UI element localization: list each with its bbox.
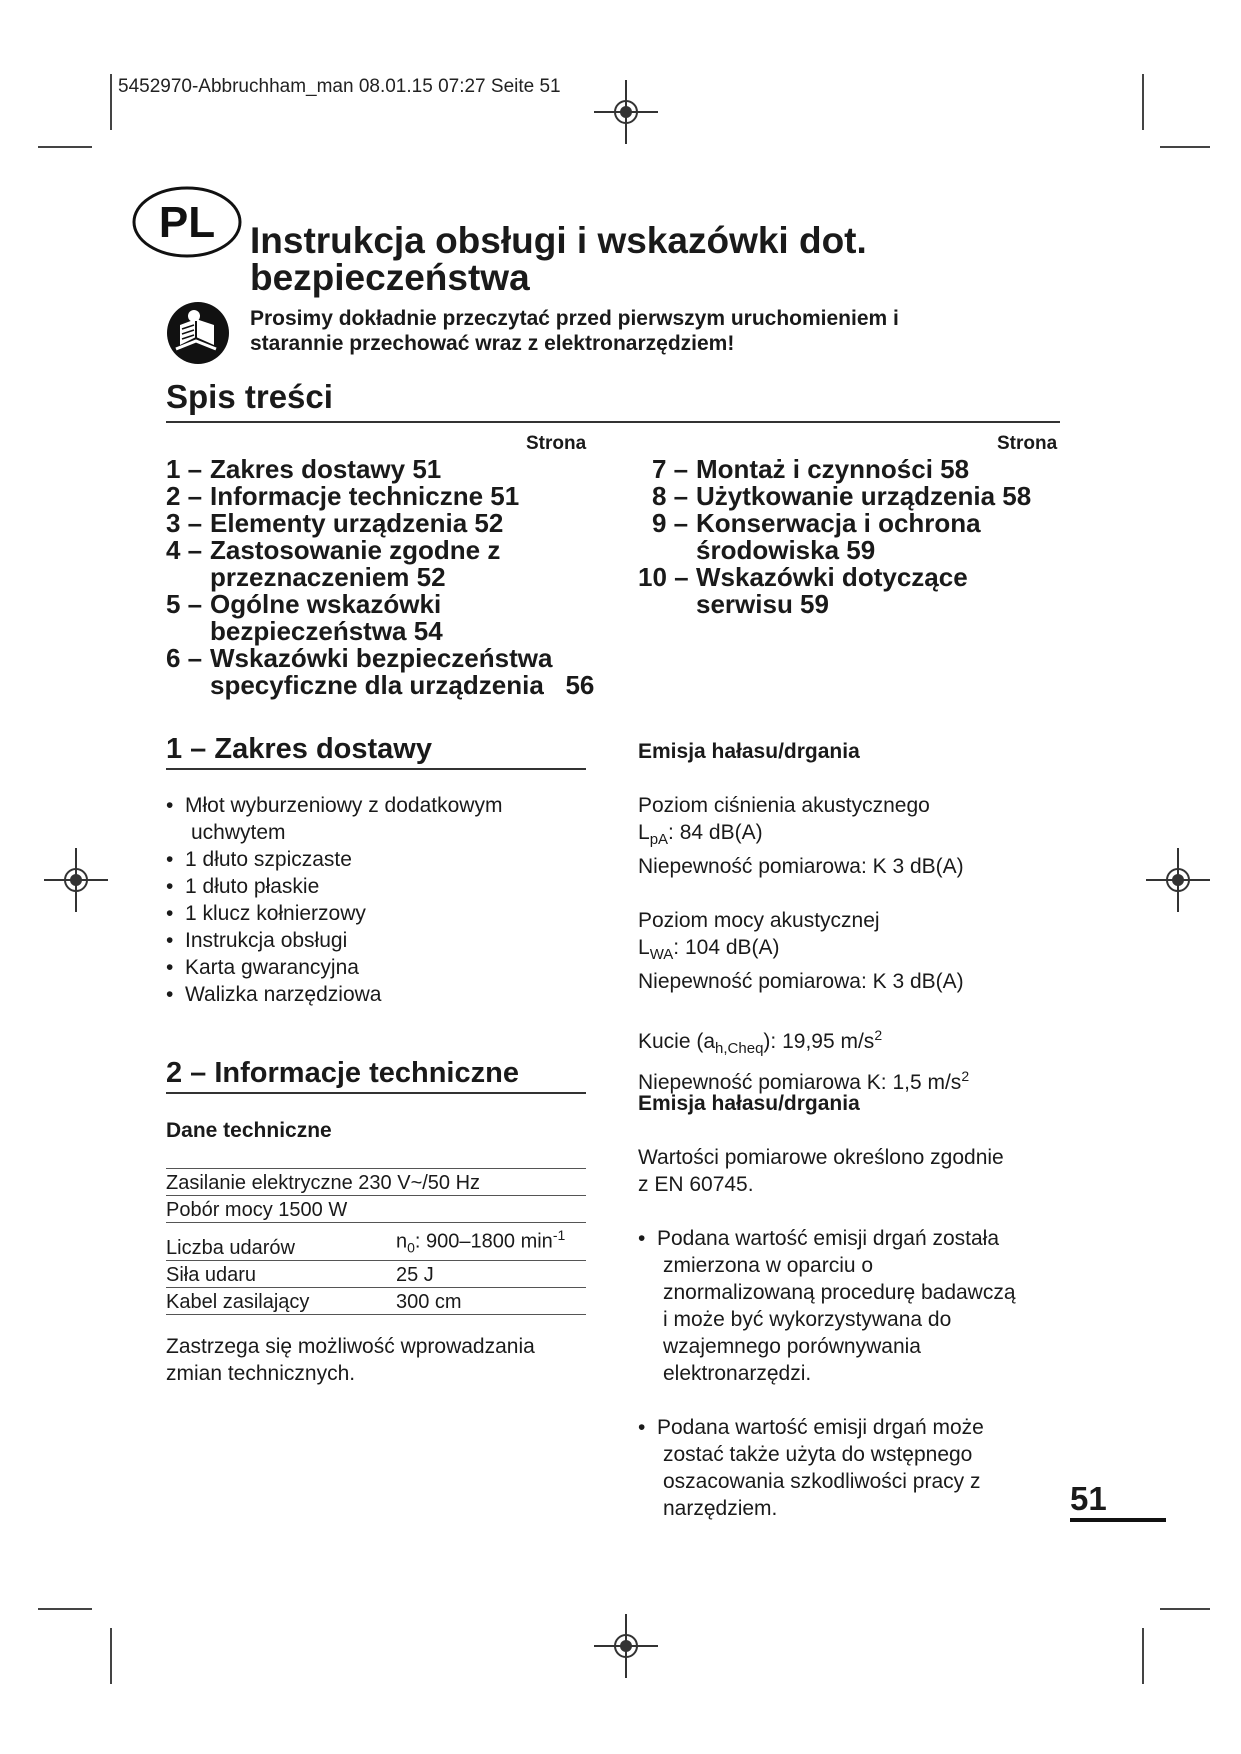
section-rule [166,768,586,770]
section-rule [166,1092,586,1094]
page-title-line: bezpieczeństwa [250,257,530,298]
list-item: • 1 dłuto szpiczaste [166,848,352,871]
crop-mark [110,74,112,130]
print-header: 5452970-Abbruchham_man 08.01.15 07:27 Seite 51 [118,76,561,97]
country-code: PL [158,198,216,247]
page-title-line: Instrukcja obsługi i wskazówki dot. [250,220,867,261]
intro-text [250,306,1030,356]
toc-rule [166,421,1060,423]
emission-heading: Emisja hałasu/drgania [638,740,860,763]
table-row: Pobór mocy 1500 W [166,1196,586,1223]
table-row: Liczba udarów $n_0$: 900–1800 $\min^{-1}$ [166,1223,586,1261]
list-item: • 1 dłuto płaskie [166,875,320,898]
tech-data-table [166,1168,586,1315]
registration-mark-icon [594,80,658,144]
crop-mark [38,1608,92,1610]
section-heading: 2 – Informacje techniczne [166,1057,519,1089]
crop-mark [1160,1608,1210,1610]
crop-mark [110,1628,112,1684]
page-title [250,222,1050,296]
page-number: 51 [1070,1480,1107,1517]
list-item: • Podana wartość emisji drgań może zostać także użyta do wstępnego oszacowania szkodliwości pracy z narzędziem. [638,1416,984,1520]
crop-mark [1142,1628,1144,1684]
table-row: Kabel zasilający 300 cm [166,1287,586,1314]
table-row: Siła udaru 25 J [166,1260,586,1287]
toc-entry[interactable]: 5 – Ogólne wskazówki bezpieczeństwa 54 [166,589,443,646]
crop-mark [38,146,92,148]
toc-page-label: Strona [526,433,587,454]
delivery-list [166,792,586,1008]
section-heading: 1 – Zakres dostawy [166,733,432,765]
toc-entry[interactable]: 6 – Wskazówki bezpieczeństwa specyficzne dla urządzenia 56 [166,643,595,700]
registration-mark-icon [44,848,108,912]
tech-data-heading: Dane techniczne [166,1119,332,1142]
crop-mark [1142,74,1144,130]
list-item: • Karta gwarancyjna [166,956,359,979]
toc-entry[interactable]: 9 – Konserwacja i ochrona środowiska 59 [652,508,981,565]
emission-values: Poziom ciśnienia akustycznego $L_{pA}$: 84 dB(A) Niepewność pomiarowa: K 3 dB(A) Poziom mocy akustycznej $L_{WA}$: 104 dB(A) Niepewność pomiarowa: K 3 dB(A) Kucie $(a_{h,Cheq})$: 19,95 $m/s^2$ Niepewność pomiarowa K: 1,5 $m/s^2$ [638,794,970,1094]
list-item: • 1 klucz kołnierzowy [166,902,366,925]
read-manual-icon [166,301,230,365]
emission-bullets [638,1225,1078,1549]
list-item: • Instrukcja obsługi [166,929,348,952]
toc-page-label: Strona [997,433,1058,454]
measurement-note: Wartości pomiarowe określono zgodnie z EN 60745. [638,1146,1004,1196]
intro-line: Prosimy dokładnie przeczytać przed pierwszym uruchomieniem i [250,307,899,330]
registration-mark-icon [594,1614,658,1678]
emission-heading: Emisja hałasu/drgania [638,1092,860,1115]
table-row: Zasilanie elektryczne 230 V~/50 Hz [166,1169,586,1196]
list-item: • Walizka narzędziowa [166,983,382,1006]
country-badge [132,186,242,258]
page-number-rule [1070,1518,1166,1522]
registration-mark-icon [1146,848,1210,912]
crop-mark [1160,146,1210,148]
tech-note: Zastrzega się możliwość wprowadzania zmian technicznych. [166,1335,535,1385]
toc-entry[interactable]: 4 – Zastosowanie zgodne z przeznaczeniem 52 [166,535,501,592]
list-item: • Młot wyburzeniowy z dodatkowym uchwytem [166,794,503,844]
intro-line: starannie przechować wraz z elektronarzędziem! [250,332,735,355]
toc-entry[interactable]: 10 – Wskazówki dotyczące serwisu 59 [638,562,968,619]
list-item: • Podana wartość emisji drgań została zmierzona w oparciu o znormalizowaną procedurę badawczą i może być wykorzystywana do wzajemnego porównywania elektronarzędzi. [638,1227,1016,1385]
toc-heading: Spis treści [166,378,333,415]
